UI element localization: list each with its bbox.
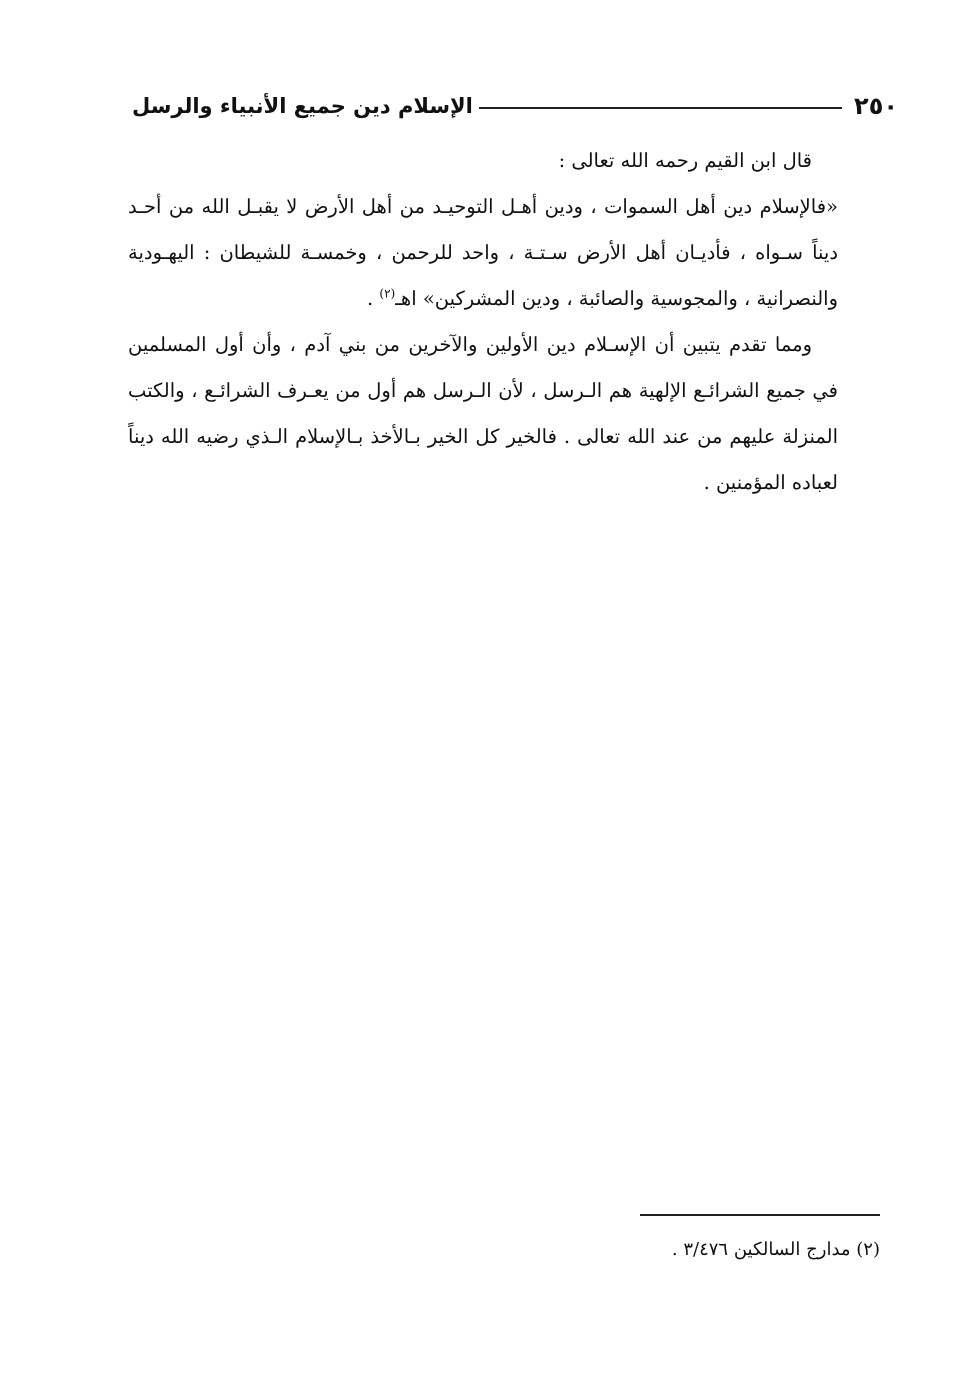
footnote-separator (640, 1214, 880, 1216)
running-title: الإسلام دين جميع الأنبياء والرسل (132, 94, 473, 118)
body-text (128, 138, 838, 506)
quotation-paragraph (128, 184, 838, 322)
footnote-reference: (٢) (379, 286, 396, 301)
header-rule (479, 107, 842, 109)
intro-line: قال ابن القيم رحمه الله تعالى : (558, 149, 812, 172)
quotation-end: . (366, 287, 380, 310)
closing-paragraph: ومما تقدم يتبين أن الإسـلام دين الأولين والآخرين من بني آدم ، وأن أول المسلمين في جميع الشرائـع الإلهية هم الـرسل ، لأن الـرسل هم أول من يعـرف الشرائـع ، والكتب المنزلة عليهم من عند الله تعالى . فالخير كل الخير بـالأخذ بـالإسلام الـذي رضيه الله ديناً لعباده المؤمنين . (128, 333, 838, 494)
footnote: (٢) مدارج السالكين ٣/٤٧٦ . (671, 1239, 880, 1260)
page-number: ٢٥٠ (854, 92, 898, 120)
running-header (132, 86, 898, 126)
quotation-text: «فالإسلام دين أهل السموات ، ودين أهـل التوحيـد من أهل الأرض لا يقبـل الله من أحـد ديناً سـواه ، فأديـان أهل الأرض سـتـة ، واحد للرحمن ، وخمسـة للشيطان : اليهـودية والنصرانية ، والمجوسية والصائبة ، ودين المشركين» اهـ (128, 195, 838, 310)
